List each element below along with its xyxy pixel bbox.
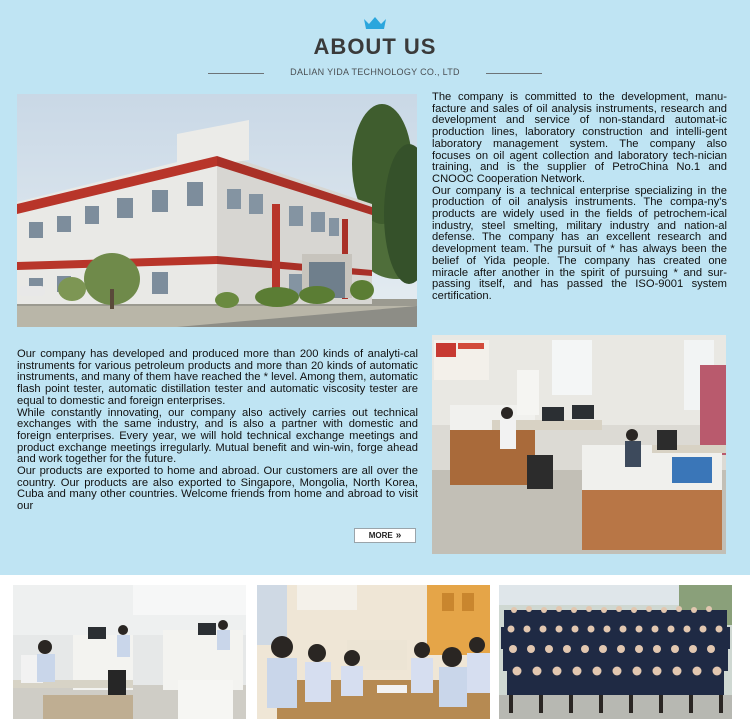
intro-paragraph: Our products are exported to home and abroad. Our customers are all over the country. Our products are also exported to Singapore, Mongolia, North Korea, Cuba and many other countries. Welcome friends from home and abroad to visit our: [17, 465, 418, 513]
more-button[interactable]: [354, 528, 416, 543]
company-building-photo: [17, 94, 417, 327]
meeting-room-photo: [257, 585, 490, 719]
double-chevron-right-icon: »: [395, 529, 402, 541]
team-group-photo: [499, 585, 732, 719]
more-button-label: MORE: [368, 531, 393, 540]
intro-paragraph: The company is committed to the development, manu-facture and sales of oil analysis instruments, research and development and service of non-standard automat-ic production lines, laboratory construction and intelli-gent laboratory management system. The company also focuses on oil agent collection and laboratory tech-nician training, and is the supplier of PetroChina No.1 and CNOOC Cooperation Network.: [432, 91, 727, 185]
intro-paragraph: Our company is a technical enterprise specializing in the production of oil analysis instruments. The compa-ny's products are widely used in the fields of petrochem-ical industry, steel smelting, military industry and nation-al defense. The company has an excellent research and development team. The pursuit of * has always been the belief of Yida people. The company has created one miracle after another in the spirit of pursuing * and sur-passing itself, and has passed the ISO-9001 system certification.: [432, 184, 727, 302]
intro-paragraph: While constantly innovating, our company also actively carries out technical exchanges with the same industry, and is also a partner with domestic and foreign enterprises. Every year, we will hold technical exchange meetings and product exchange meetings irregularly. Mutual benefit and win-win, forge ahead and work together for the future.: [17, 406, 418, 466]
title-divider-right: [486, 73, 542, 74]
intro-paragraph: Our company has developed and produced more than 200 kinds of analyti-cal instruments for various petroleum products and more than 20 kinds of automatic instruments, and many of them have reached the * level. Among them, automatic flash point tester, automatic distillation tester and automatic viscosity tester are equal to domestic and foreign enterprises.: [17, 348, 418, 407]
crown-icon: [363, 16, 387, 30]
company-name-subtitle: DALIAN YIDA TECHNOLOGY CO., LTD: [290, 67, 460, 77]
office-photo: [432, 335, 726, 554]
intro-text-right: [432, 92, 727, 303]
staff-at-desks-photo: [13, 585, 246, 719]
intro-text-left: [17, 349, 418, 513]
section-title: ABOUT US: [313, 34, 437, 59]
